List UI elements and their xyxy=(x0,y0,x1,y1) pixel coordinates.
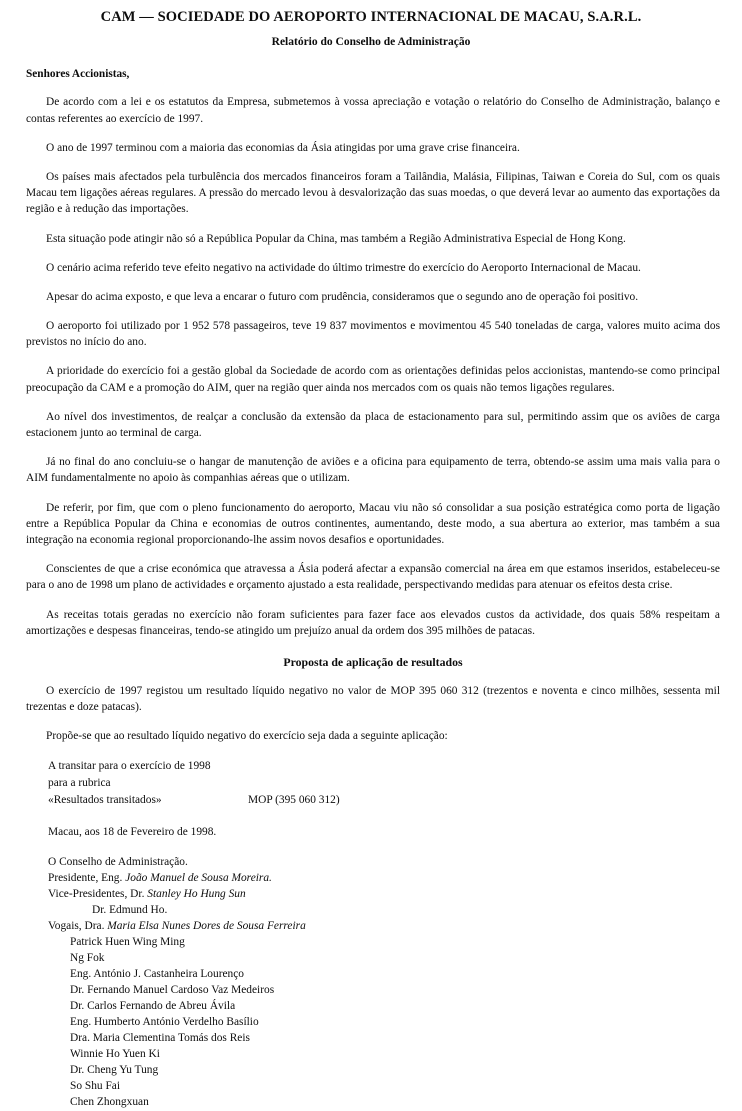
paragraph: A prioridade do exercício foi a gestão global da Sociedade de acordo com as orientações definidas pelos accionistas, mantendo-se como principal preocupação da CAM e a promoção do AIM, quer na região quer ainda nos mercados com os quais não temos ligações regulares. xyxy=(26,365,720,394)
paragraph: De acordo com a lei e os estatutos da Empresa, submetemos à vossa apreciação e votação o relatório do Conselho de Administração, balanço e contas referentes ao exercício de 1997. xyxy=(26,96,720,125)
board-vice-name-1: Stanley Ho Hung Sun xyxy=(147,887,246,900)
allocation-amount-row xyxy=(48,792,720,809)
board-member-name: Chen Zhongxuan xyxy=(70,1095,149,1108)
board-heading: O Conselho de Administração. xyxy=(48,856,188,869)
allocation-block xyxy=(48,758,720,808)
paragraph: Ao nível dos investimentos, de realçar a conclusão da extensão da placa de estacionamento para sul, permitindo assim que os aviões de carga estacionem junto ao terminal de carga. xyxy=(26,410,720,440)
board-member-name: Winnie Ho Yuen Ki xyxy=(70,1047,160,1060)
board-vice-president-2: Dr. Edmund Ho. xyxy=(92,903,168,916)
paragraph: O aeroporto foi utilizado por 1 952 578 passageiros, teve 19 837 movimentos e movimentou 45 540 toneladas de carga, valores muito acima dos previstos no início do ano. xyxy=(26,320,720,349)
paragraph: O cenário acima referido teve efeito negativo na actividade do último trimestre do exercício do Aeroporto Internacional de Macau. xyxy=(46,261,641,274)
salutation: Senhores Accionistas, xyxy=(26,68,130,81)
board-vice-president-1 xyxy=(48,887,720,903)
board-member-name: Ng Fok xyxy=(70,951,105,964)
allocation-line-1: A transitar para o exercício de 1998 xyxy=(48,760,211,773)
paragraph: Esta situação pode atingir não só a República Popular da China, mas também a Região Administrativa Especial de Hong Kong. xyxy=(46,232,626,245)
paragraph: Apesar do acima exposto, e que leva a encarar o futuro com prudência, consideramos que o segundo ano de operação foi positivo. xyxy=(46,290,639,303)
board-members-first xyxy=(48,919,720,935)
result-paragraph: O exercício de 1997 registou um resultado líquido negativo no valor de MOP 395 060 312 (trezentos e noventa e cinco milhões, sessenta mil trezentas e doze patacas). xyxy=(26,684,720,714)
document-page xyxy=(0,9,742,1108)
page-subtitle: Relatório do Conselho de Administração xyxy=(271,36,471,49)
allocation-line-2: para a rubrica xyxy=(48,776,111,789)
place-and-date: Macau, aos 18 de Fevereiro de 1998. xyxy=(48,826,217,839)
board-members-role: Vogais, Dra. xyxy=(48,919,105,932)
board-member-name: Dra. Maria Clementina Tomás dos Reis xyxy=(70,1031,250,1044)
paragraph: Os países mais afectados pela turbulência dos mercados financeiros foram a Tailândia, Malásia, Filipinas, Taiwan e Coreia do Sul, com os quais Macau tem ligações aéreas regulares. A pressão do mercado levou à desvalorização das suas moedas, o que deverá levar ao aumento das exportações da região e à redução das importações. xyxy=(26,170,720,216)
board-member-name: Dr. Carlos Fernando de Abreu Ávila xyxy=(70,999,236,1012)
board-president-role: Presidente, Eng. xyxy=(48,872,123,885)
page-title: CAM — SOCIEDADE DO AEROPORTO INTERNACIONAL DE MACAU, S.A.R.L. xyxy=(100,9,642,25)
board-president-name: João Manuel de Sousa Moreira. xyxy=(125,872,272,885)
paragraph: De referir, por fim, que com o pleno funcionamento do aeroporto, Macau viu não só consolidar a sua posição estratégica como porta de ligação entre a República Popular da China e economias de outros continentes, aumentando, deste modo, a sua abertura ao exterior, mas também a sua integração na economia regional proporcionando-lhe assim novos desafios e oportunidades. xyxy=(26,501,720,546)
allocation-line-3: «Resultados transitados» xyxy=(48,793,162,806)
board-president xyxy=(48,871,720,887)
section-heading: Proposta de aplicação de resultados xyxy=(283,654,463,669)
allocation-amount: MOP (395 060 312) xyxy=(248,793,340,806)
board-signature-block xyxy=(48,855,720,1111)
board-member-name: Dr. Cheng Yu Tung xyxy=(70,1063,159,1076)
board-member-name: Eng. Humberto António Verdelho Basílio xyxy=(70,1015,259,1028)
paragraph: Já no final do ano concluiu-se o hangar de manutenção de aviões e a oficina para equipamento de terra, obtendo-se assim uma mais valia para o AIM fundamentalmente no apoio às companhias aéreas que o utilizam. xyxy=(26,456,720,485)
paragraph: O ano de 1997 terminou com a maioria das economias da Ásia atingidas por uma grave crise financeira. xyxy=(46,141,520,154)
board-member-name: Patrick Huen Wing Ming xyxy=(70,935,185,948)
board-vice-role: Vice-Presidentes, Dr. xyxy=(48,887,145,900)
result-paragraph: Propõe-se que ao resultado líquido negativo do exercício seja dada a seguinte aplicação: xyxy=(46,730,448,743)
board-member-name: Dr. Fernando Manuel Cardoso Vaz Medeiros xyxy=(70,983,275,996)
document-body xyxy=(26,68,720,1110)
paragraph: Conscientes de que a crise económica que atravessa a Ásia poderá afectar a expansão comercial na área em que estamos inseridos, estabeleceu-se para o ano de 1998 um plano de actividades e orçamento ajustado a esta realidade, perspectivando medidas para atenuar os efeitos desta crise. xyxy=(26,563,720,592)
board-member-name: Eng. António J. Castanheira Lourenço xyxy=(70,967,244,980)
paragraph: As receitas totais geradas no exercício não foram suficientes para fazer face aos elevados custos da actividade, dos quais 58% respeitam a amortizações e despesas financeiras, tendo-se atingido um prejuízo anual da ordem dos 395 milhões de patacas. xyxy=(26,608,720,637)
board-member-name: So Shu Fai xyxy=(70,1079,121,1092)
board-member-name: Maria Elsa Nunes Dores de Sousa Ferreira xyxy=(107,919,306,932)
